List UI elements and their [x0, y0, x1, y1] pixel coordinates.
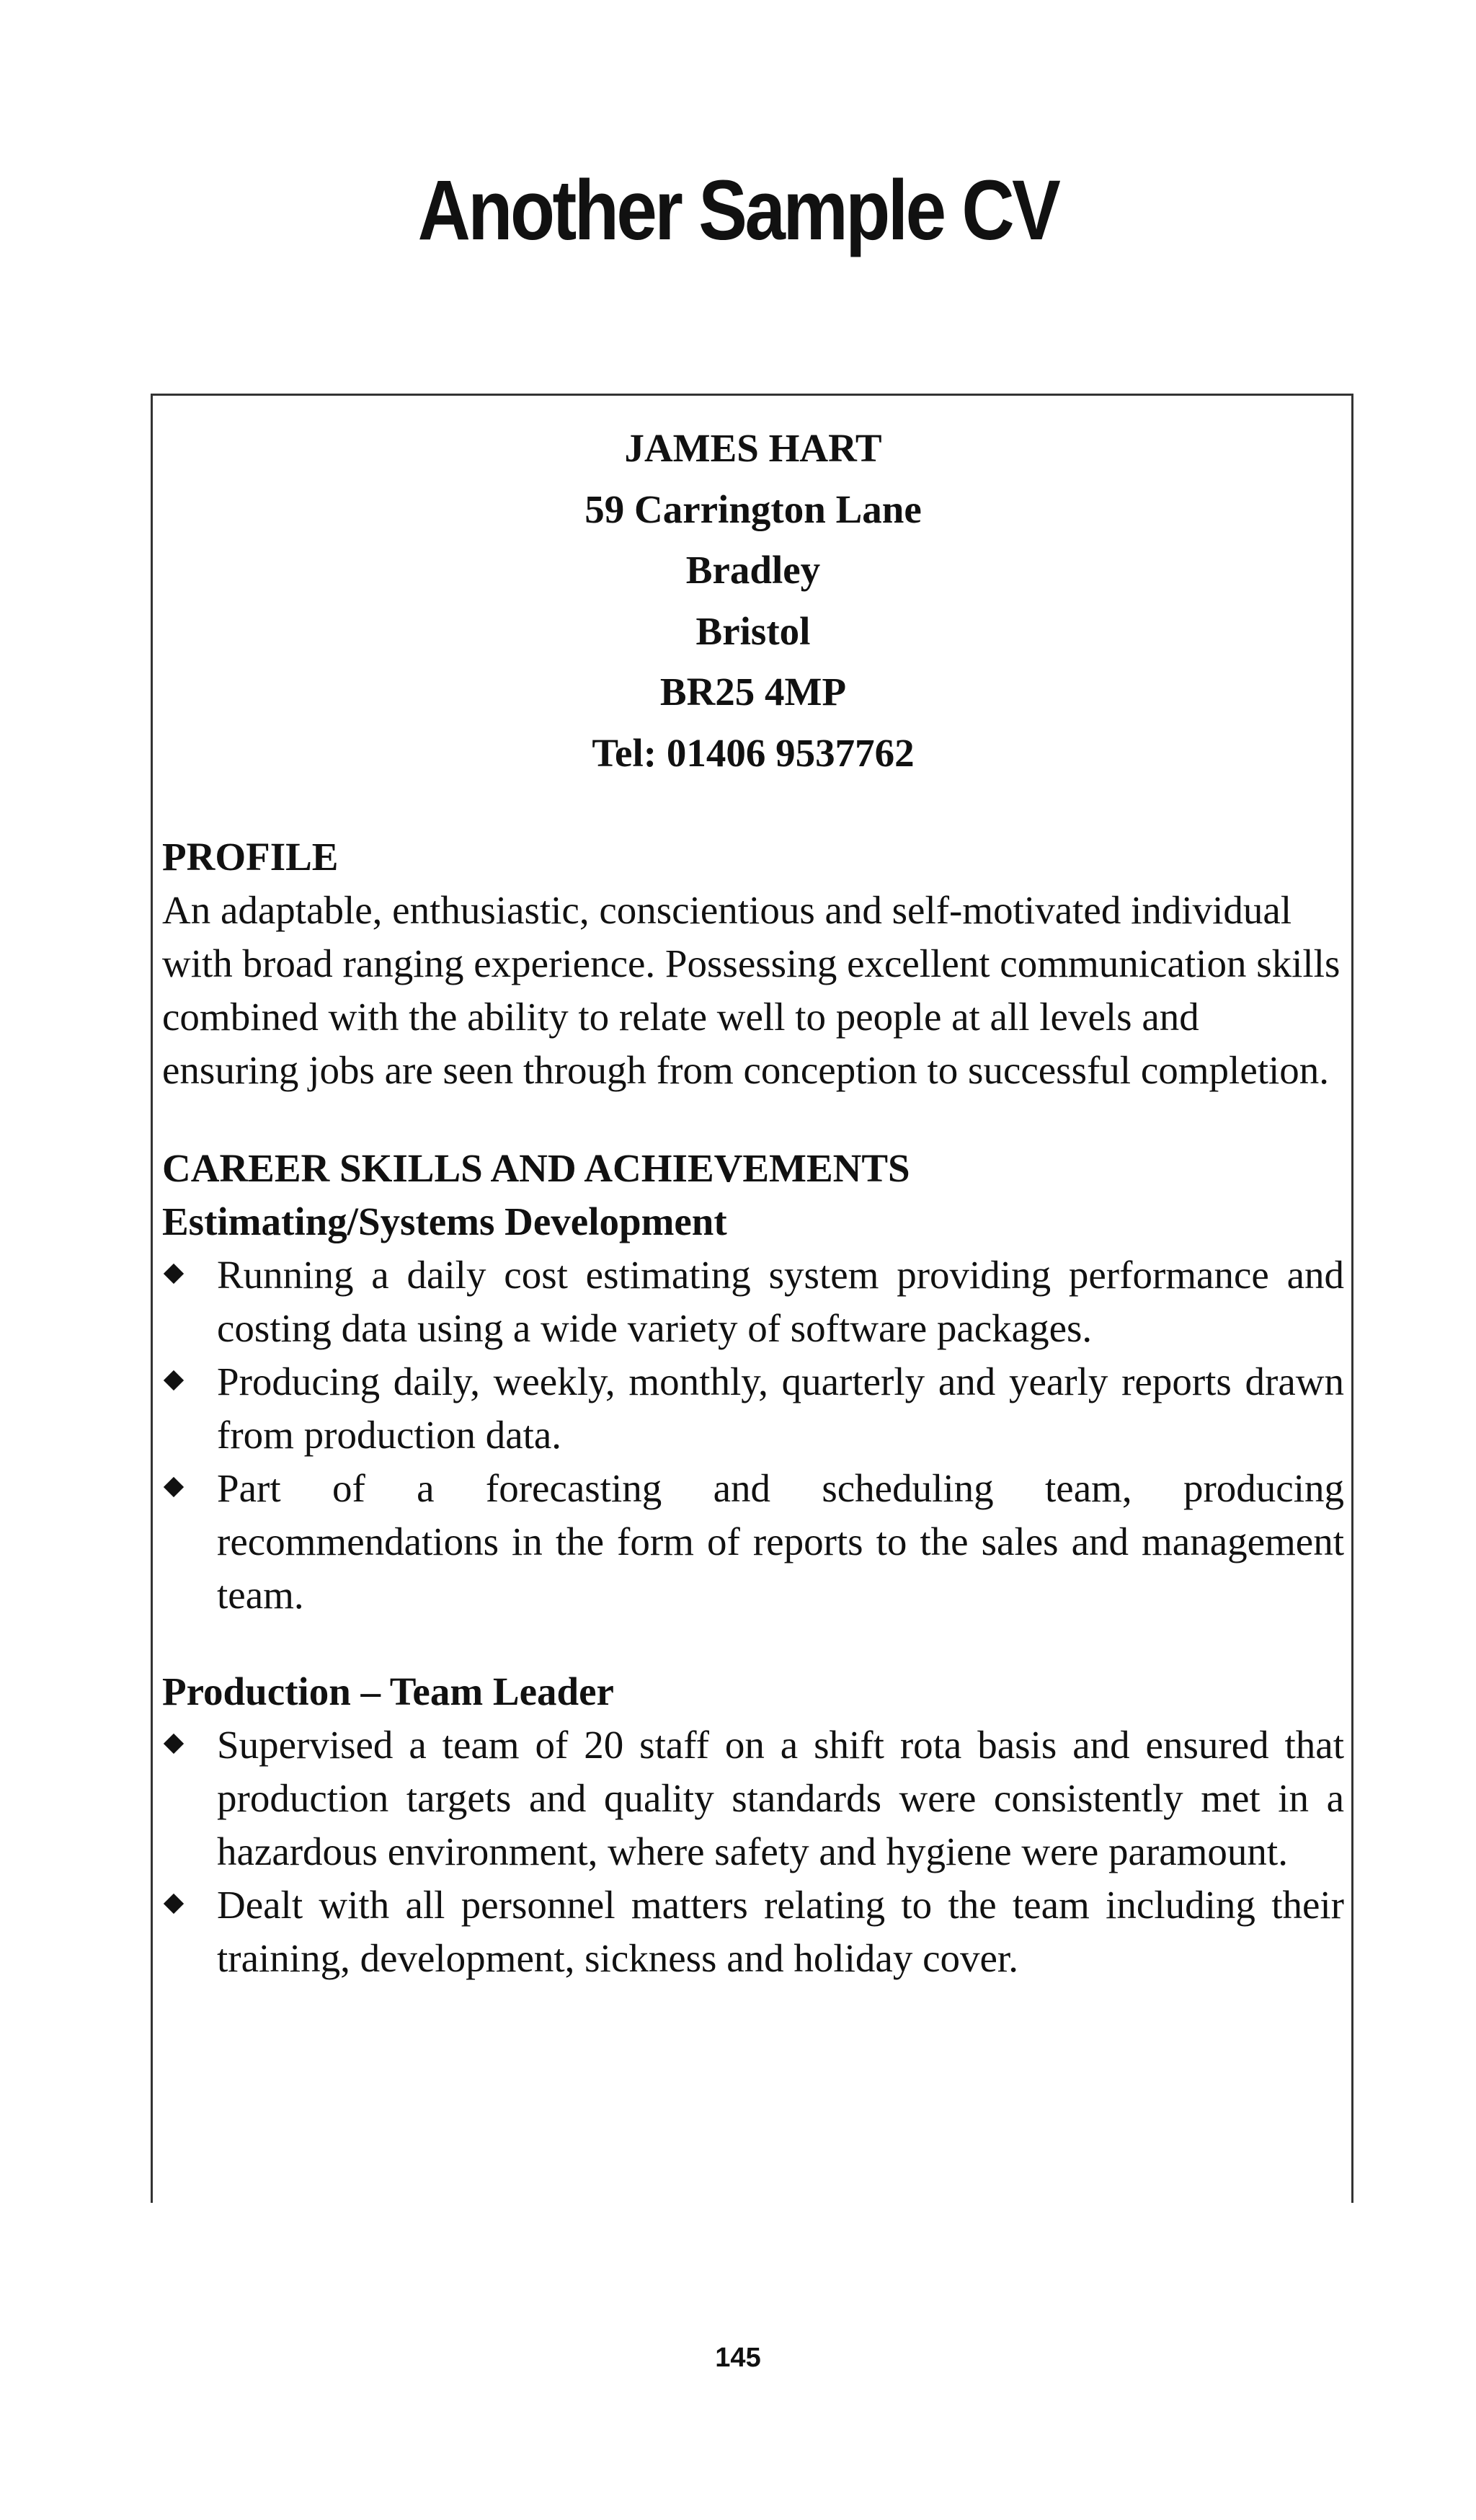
- diamond-bullet-icon: [164, 1894, 184, 1914]
- subheading-production: Production – Team Leader: [162, 1669, 614, 1713]
- cv-header: [162, 418, 1344, 784]
- estimating-bullet-list: [162, 1248, 1344, 1622]
- diamond-bullet-icon: [164, 1264, 184, 1284]
- bullet-text: Supervised a team of 20 staff on a shift rota basis and ensured that production targets and quality standards were consistently met in a hazardous environment, where safety and hygiene were paramount.: [217, 1723, 1344, 1873]
- bullet-text: Dealt with all personnel matters relating to the team including their training, development, sickness and holiday cover.: [217, 1883, 1344, 1980]
- diamond-bullet-icon: [164, 1370, 184, 1390]
- address-line-1: 59 Carrington Lane: [584, 487, 922, 531]
- address-postcode: BR25 4MP: [659, 670, 847, 714]
- address-city: Bristol: [695, 608, 811, 653]
- diamond-bullet-icon: [164, 1734, 184, 1754]
- profile-heading: PROFILE: [162, 835, 339, 879]
- bullet-text: Running a daily cost estimating system providing performance and costing data using a wide variety of software packages.: [217, 1253, 1344, 1350]
- production-bullet-list: [162, 1718, 1344, 1985]
- telephone: Tel: 01406 9537762: [592, 730, 915, 775]
- list-item: [162, 1355, 1344, 1462]
- profile-text: An adaptable, enthusiastic, conscientious and self-motivated individual with broad ranging experience. Possessing excellent communication skills combined with the ability to relate well to people at all levels and ensuring jobs are seen through from conception to successful completion.: [162, 888, 1341, 1092]
- bullet-text: Part of a forecasting and scheduling team, producing recommendations in the form of reports to the sales and management team.: [217, 1466, 1344, 1617]
- career-heading: CAREER SKILLS AND ACHIEVEMENTS: [162, 1146, 910, 1190]
- list-item: [162, 1462, 1344, 1622]
- list-item: [162, 1878, 1344, 1985]
- list-item: [162, 1718, 1344, 1878]
- bullet-text: Producing daily, weekly, monthly, quarterly and yearly reports drawn from production data.: [217, 1359, 1344, 1457]
- diamond-bullet-icon: [164, 1477, 184, 1497]
- address-line-2: Bradley: [685, 548, 821, 592]
- list-item: [162, 1248, 1344, 1355]
- candidate-name: JAMES HART: [624, 426, 882, 470]
- page-number: 145: [715, 2343, 761, 2373]
- subheading-estimating: Estimating/Systems Development: [162, 1199, 727, 1243]
- page-title: Another Sample CV: [417, 163, 1059, 258]
- cv-content: [162, 418, 1344, 1985]
